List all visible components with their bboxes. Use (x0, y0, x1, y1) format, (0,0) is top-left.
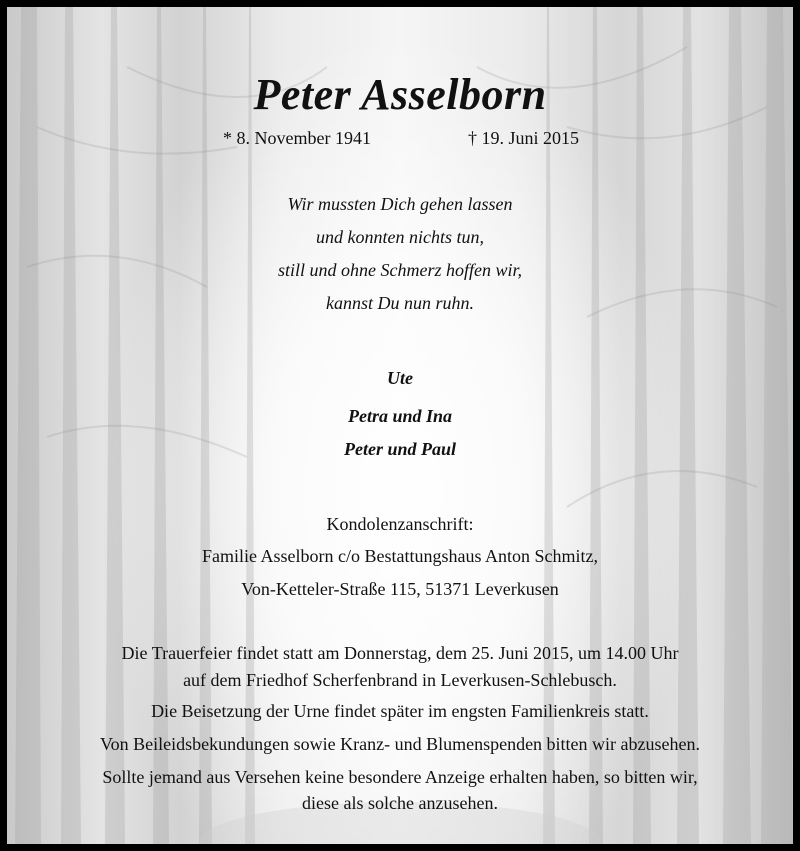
burial-text: Die Beisetzung der Urne findet später im engsten Familienkreis statt. (151, 701, 649, 721)
condolence-address: Familie Asselborn c/o Bestattungshaus Anton Schmitz, (202, 546, 598, 566)
condolence-label: Kondolenzanschrift: (326, 514, 474, 534)
notice-content (7, 7, 793, 844)
poem-line: still und ohne Schmerz hoffen wir, (278, 260, 522, 280)
poem-line: und konnten nichts tun, (316, 227, 484, 247)
birth-date: * 8. November 1941 (223, 128, 371, 148)
mourner-name: Ute (387, 368, 413, 388)
life-dates (7, 128, 793, 150)
mourner-name: Peter und Paul (343, 439, 456, 459)
condolence-address: Von-Ketteler-Straße 115, 51371 Leverkusen (241, 579, 559, 599)
poem-line: Wir mussten Dich gehen lassen (287, 194, 513, 214)
request-text: Von Beileidsbekundungen sowie Kranz- und Blumenspenden bitten wir abzusehen. (99, 734, 701, 754)
deceased-name: Peter Asselborn (253, 70, 547, 119)
note-text: Sollte jemand aus Versehen keine besondere Anzeige erhalten haben, so bitten wir, (102, 767, 698, 787)
ceremony-text: auf dem Friedhof Scherfenbrand in Leverkusen-Schlebusch. (183, 670, 617, 690)
death-date: † 19. Juni 2015 (468, 128, 580, 148)
note-text: diese als solche anzusehen. (302, 793, 498, 813)
mourner-name: Petra und Ina (347, 406, 453, 426)
poem-line: kannst Du nun ruhn. (326, 293, 474, 313)
ceremony-text: Die Trauerfeier findet statt am Donnerstag, dem 25. Juni 2015, um 14.00 Uhr (121, 643, 679, 663)
